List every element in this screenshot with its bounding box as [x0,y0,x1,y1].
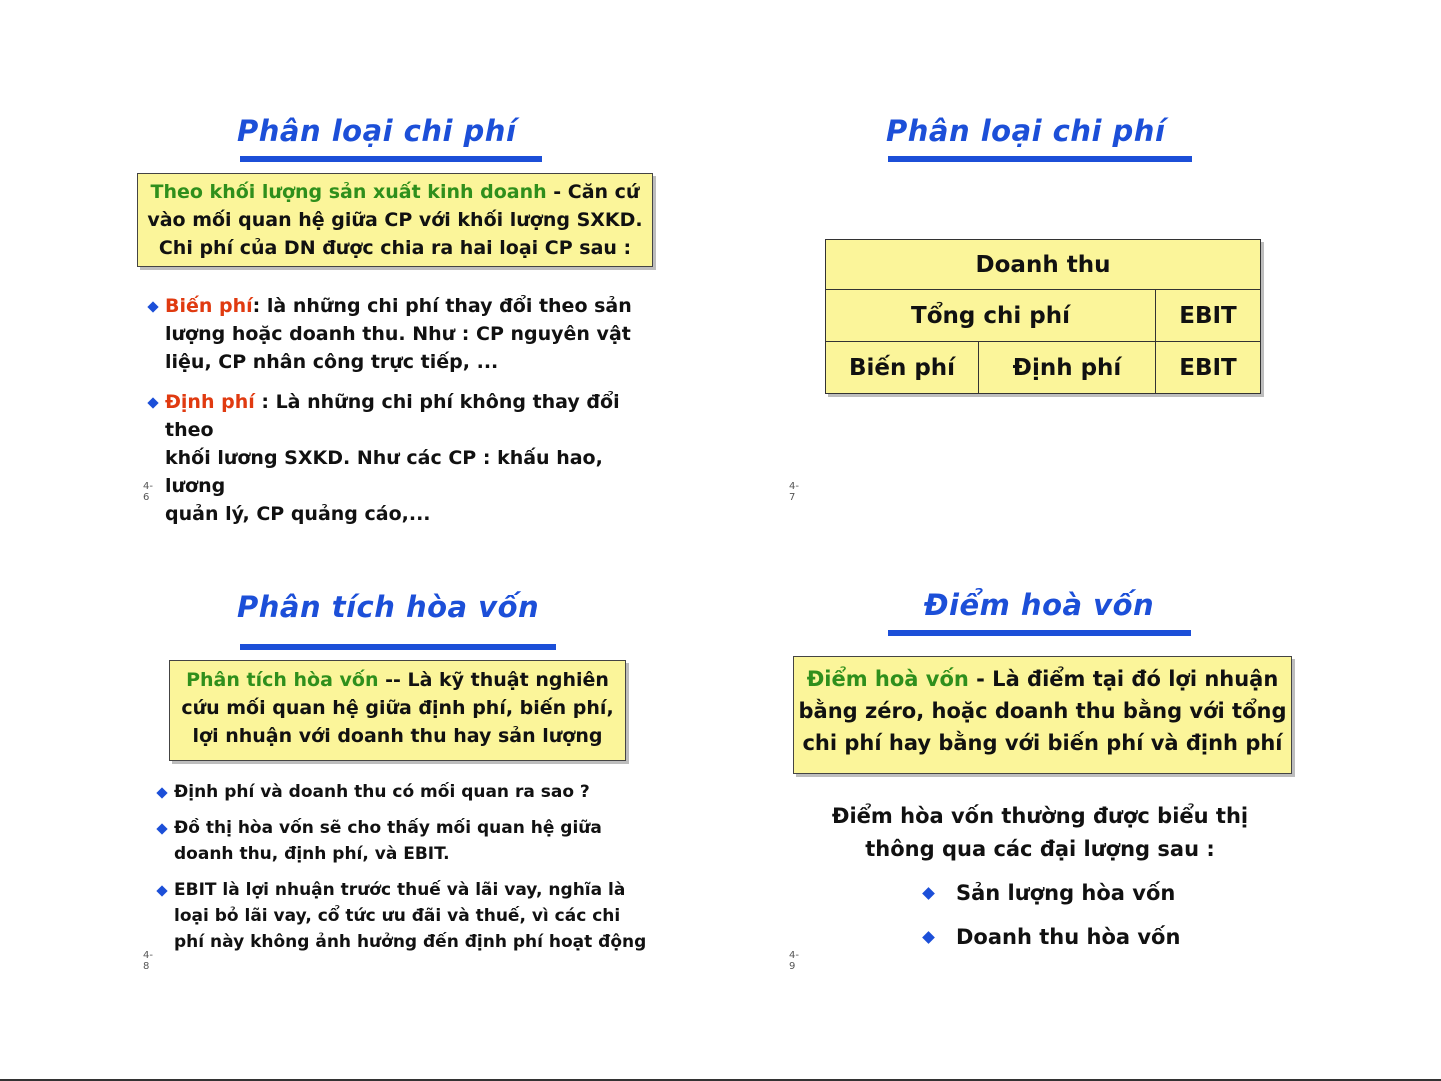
bullet-item [920,876,1240,910]
bullet-text: Đồ thị hòa vốn sẽ cho thấy mối quan hệ giữa [174,818,602,838]
box-line-1 [794,663,1291,695]
title-underline [888,630,1191,636]
diamond-bullet-icon [147,301,158,312]
box-text: - Là điểm tại đó lợi nhuận [968,667,1279,691]
page-number: 4-7 [789,481,799,503]
bullet-text: doanh thu, định phí, và EBIT. [174,844,450,864]
cell-ebit: EBIT [1156,290,1261,342]
bullet-text: loại bỏ lãi vay, cổ tức ưu đãi và thuế, vì các chi [174,906,621,926]
bullet-fixed-cost [145,388,665,528]
diamond-bullet-icon [922,931,935,944]
highlight-term: Điểm hoà vốn [806,667,969,691]
bullet-text: : Là những chi phí không thay đổi theo [165,391,620,441]
box-line-2: vào mối quan hệ giữa CP với khối lượng SXKD. [147,209,643,231]
bullet-item [154,815,654,867]
diamond-bullet-icon [156,823,167,834]
box-line-3: lợi nhuận với doanh thu hay sản lượng [192,725,603,747]
bullet-item [154,779,654,805]
diamond-bullet-icon [922,887,935,900]
bullet-item [154,877,654,955]
text-line: Điểm hòa vốn thường được biểu thị [831,804,1249,828]
term-variable-cost: Biến phí [165,295,253,317]
bullet-text: phí này không ảnh hưởng đến định phí hoạt động [174,932,647,952]
bullet-text: Sản lượng hòa vốn [956,881,1176,905]
title-underline [888,156,1192,162]
highlight-term: Theo khối lượng sản xuất kinh doanh [150,181,547,203]
cell-variable-cost: Biến phí [826,342,979,394]
box-line-2: cứu mối quan hệ giữa định phí, biến phí, [181,697,614,719]
bullet-text: : là những chi phí thay đổi theo sản [252,295,632,317]
term-fixed-cost: Định phí [165,391,255,413]
highlight-term: Phân tích hòa vốn [186,669,379,691]
box-line-3: Chi phí của DN được chia ra hai loại CP sau : [158,237,632,259]
box-line-1 [170,666,625,694]
definition-box [137,173,653,267]
bullet-list [920,876,1240,954]
title-underline [240,156,542,162]
box-text: -- Là kỹ thuật nghiên [378,669,609,691]
bullet-item [920,920,1240,954]
page-number: 4-9 [789,950,799,972]
bullet-list [145,292,665,528]
box-line-2: bằng zéro, hoặc doanh thu bằng với tổng [798,699,1287,723]
bullet-list [154,779,654,955]
text-line: thông qua các đại lượng sau : [865,837,1215,861]
bullet-text: Định phí và doanh thu có mối quan ra sao ? [174,782,590,802]
title-underline [240,644,556,650]
slide-title: Phân loại chi phí [237,114,517,148]
bullet-text: lượng hoặc doanh thu. Như : CP nguyên vật [165,323,631,345]
slide-title: Phân loại chi phí [886,114,1166,148]
box-line-3: chi phí hay bằng với biến phí và định phí [802,731,1283,755]
cell-fixed-cost: Định phí [979,342,1156,394]
page-number: 4-8 [143,950,153,972]
box-text: - Căn cứ [546,181,640,203]
box-line-1 [138,178,652,206]
cell-ebit: EBIT [1156,342,1261,394]
bullet-text: quản lý, CP quảng cáo,... [165,503,431,525]
slide-title: Phân tích hòa vốn [237,590,540,624]
page-number: 4-6 [143,481,153,503]
diamond-bullet-icon [147,397,158,408]
bullet-variable-cost [145,292,665,376]
slide-title: Điểm hoà vốn [924,588,1155,622]
description-text [810,800,1270,866]
cell-total-cost: Tổng chi phí [826,290,1156,342]
bullet-text: liệu, CP nhân công trực tiếp, ... [165,351,499,373]
cost-structure-table [825,239,1261,394]
cell-revenue: Doanh thu [826,240,1261,290]
diamond-bullet-icon [156,787,167,798]
bullet-text: EBIT là lợi nhuận trước thuế và lãi vay, nghĩa là [174,880,626,900]
definition-box [793,656,1292,774]
bullet-text: Doanh thu hòa vốn [956,925,1181,949]
definition-box [169,660,626,761]
bullet-text: khối lương SXKD. Như các CP : khấu hao, lương [165,447,603,497]
diamond-bullet-icon [156,885,167,896]
